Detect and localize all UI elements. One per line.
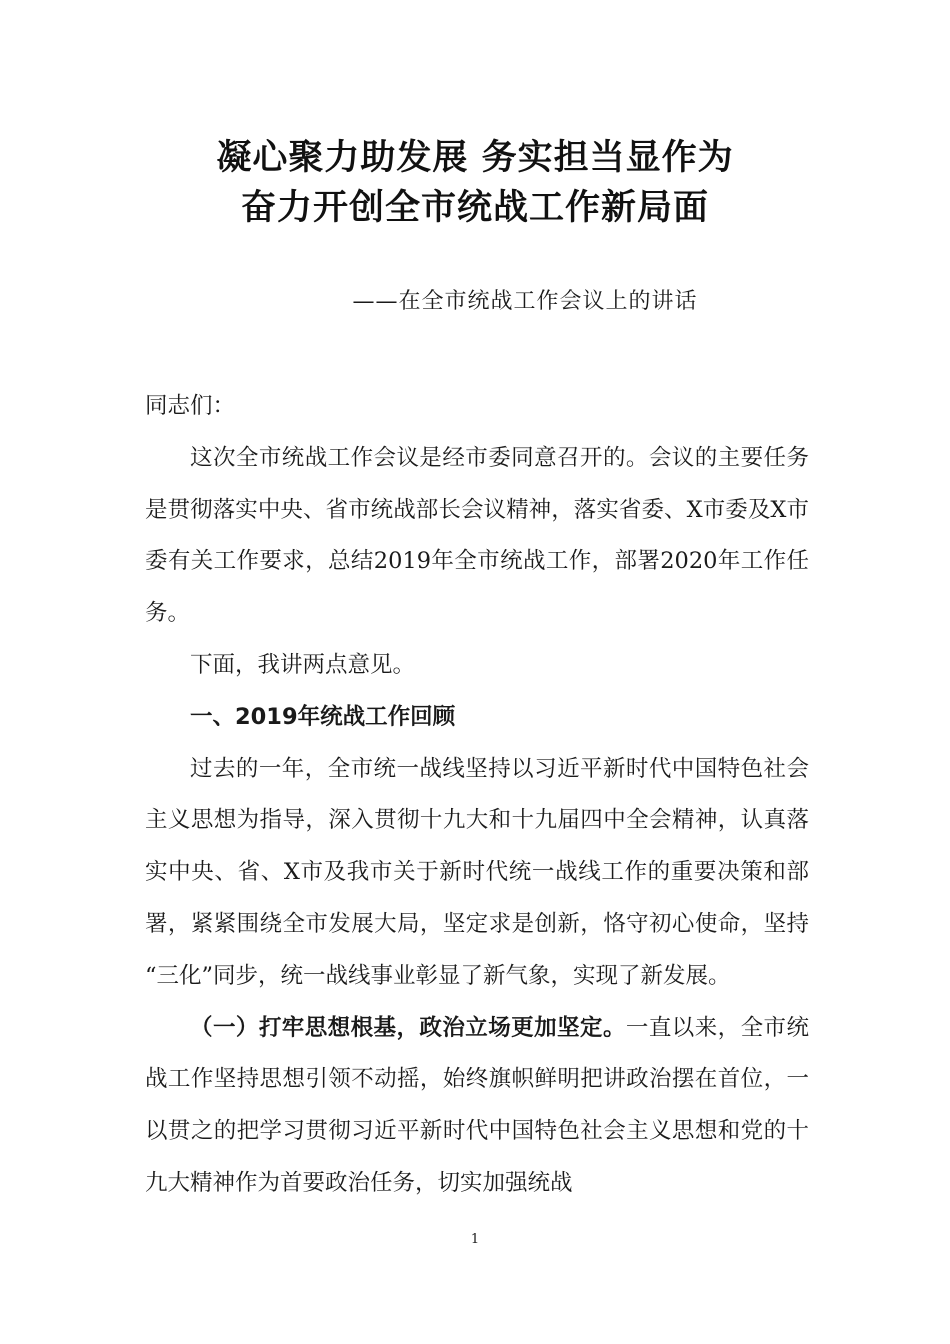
paragraph-4-lead: （一）打牢思想根基，政治立场更加坚定。 [190, 1014, 626, 1041]
page-number: 1 [470, 1232, 480, 1247]
paragraph-4 [145, 1003, 809, 1210]
subtitle: ——在全市统战工作会议上的讲话 [352, 289, 698, 314]
title-line-2: 奋力开创全市统战工作新局面 [240, 188, 709, 228]
title-line-1: 凝心聚力助发展 务实担当显作为 [216, 138, 734, 178]
paragraph-1: 这次全市统战工作会议是经市委同意召开的。会议的主要任务是贯彻落实中央、省市统战部长会议精神，落实省委、X市委及X市委有关工作要求，总结2019年全市统战工作，部署2020年工作任务。 [145, 444, 809, 627]
salutation: 同志们： [145, 393, 236, 419]
paragraph-4-text: 一直以来，全市统战工作坚持思想引领不动摇，始终旗帜鲜明把讲政治摆在首位，一以贯之的把学习贯彻习近平新时代中国特色社会主义思想和党的十九大精神作为首要政治任务，切实加强统战 [145, 1014, 809, 1196]
document-body [145, 381, 809, 1210]
paragraph-3: 过去的一年，全市统一战线坚持以习近平新时代中国特色社会主义思想为指导，深入贯彻十九大和十九届四中全会精神，认真落实中央、省、X市及我市关于新时代统一战线工作的重要决策和部署，紧紧围绕全市发展大局，坚定求是创新，恪守初心使命，坚持 “三化”同步，统一战线事业彰显了新气象，实现了新发展。 [145, 755, 809, 989]
paragraph-2: 下面，我讲两点意见。 [190, 651, 416, 678]
section-heading-1: 一、2019年统战工作回顾 [190, 703, 456, 730]
